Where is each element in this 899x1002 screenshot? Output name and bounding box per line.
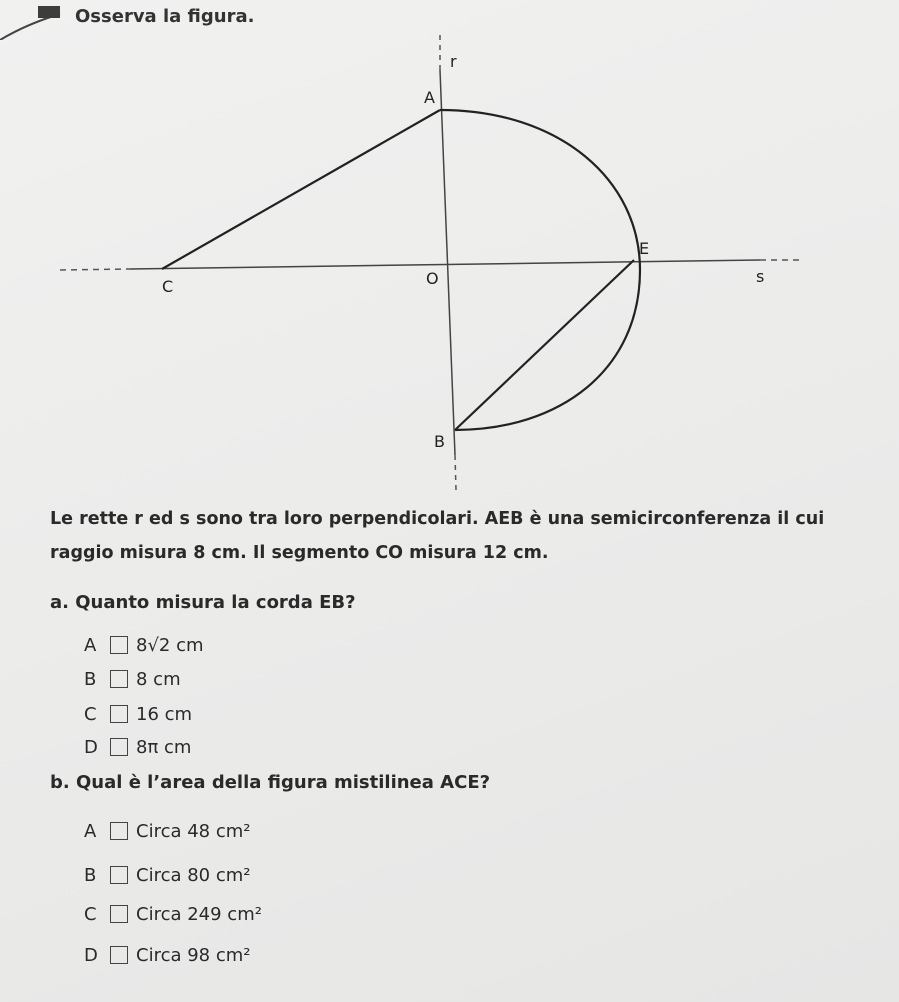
- checkbox[interactable]: [110, 636, 128, 654]
- question-a-option-c[interactable]: [84, 699, 192, 729]
- question-b-option-a[interactable]: [84, 816, 251, 846]
- label-c: C: [162, 277, 174, 296]
- question-a-option-d[interactable]: [84, 732, 191, 762]
- checkbox[interactable]: [110, 705, 128, 723]
- option-letter: C: [84, 903, 97, 925]
- line-r-bottom-dashed: [455, 455, 456, 490]
- statement-line-2: raggio misura 8 cm. Il segmento CO misura 12 cm.: [50, 543, 549, 563]
- label-r: r: [450, 52, 457, 71]
- question-b-option-b[interactable]: [84, 860, 251, 890]
- option-letter: D: [84, 944, 98, 966]
- option-text: 8 cm: [136, 668, 181, 690]
- option-letter: A: [84, 634, 97, 656]
- label-e: E: [639, 239, 650, 258]
- option-letter: B: [84, 668, 97, 690]
- question-b-option-c[interactable]: [84, 899, 262, 929]
- label-o: O: [426, 269, 439, 288]
- checkbox[interactable]: [110, 866, 128, 884]
- line-r: [440, 70, 455, 455]
- chord-eb: [455, 260, 634, 430]
- option-text: 8π cm: [136, 736, 192, 758]
- segment-ac: [162, 110, 440, 269]
- question-b-label: b. Qual è l’area della figura mistilinea ACE?: [50, 772, 491, 793]
- option-text: Circa 98 cm²: [136, 944, 251, 966]
- checkbox[interactable]: [110, 822, 128, 840]
- label-a: A: [424, 88, 435, 107]
- option-text: Circa 249 cm²: [136, 903, 262, 925]
- line-s: [130, 260, 760, 269]
- option-letter: C: [84, 703, 97, 725]
- option-text: Circa 80 cm²: [136, 864, 251, 886]
- option-letter: B: [84, 864, 97, 886]
- checkbox[interactable]: [110, 946, 128, 964]
- option-letter: D: [84, 736, 98, 758]
- label-b: B: [434, 432, 445, 451]
- instruction-text: Osserva la figura.: [75, 6, 255, 27]
- question-a-option-b[interactable]: [84, 664, 181, 694]
- problem-statement: [50, 502, 870, 570]
- question-a-option-a[interactable]: [84, 630, 204, 660]
- checkbox[interactable]: [110, 738, 128, 756]
- option-letter: A: [84, 820, 97, 842]
- question-b-option-d[interactable]: [84, 940, 251, 970]
- question-a-label: a. Quanto misura la corda EB?: [50, 592, 356, 613]
- option-text: 16 cm: [136, 703, 193, 725]
- option-text: 8√2 cm: [136, 634, 204, 656]
- option-text: Circa 48 cm²: [136, 820, 251, 842]
- line-s-left-dashed: [60, 269, 130, 270]
- semicircle-aeb: [440, 110, 640, 430]
- checkbox[interactable]: [110, 905, 128, 923]
- label-s: s: [756, 267, 765, 286]
- checkbox[interactable]: [110, 670, 128, 688]
- geometry-figure: [0, 30, 899, 500]
- statement-line-1: Le rette r ed s sono tra loro perpendicolari. AEB è una semicirconferenza il cui: [50, 509, 825, 529]
